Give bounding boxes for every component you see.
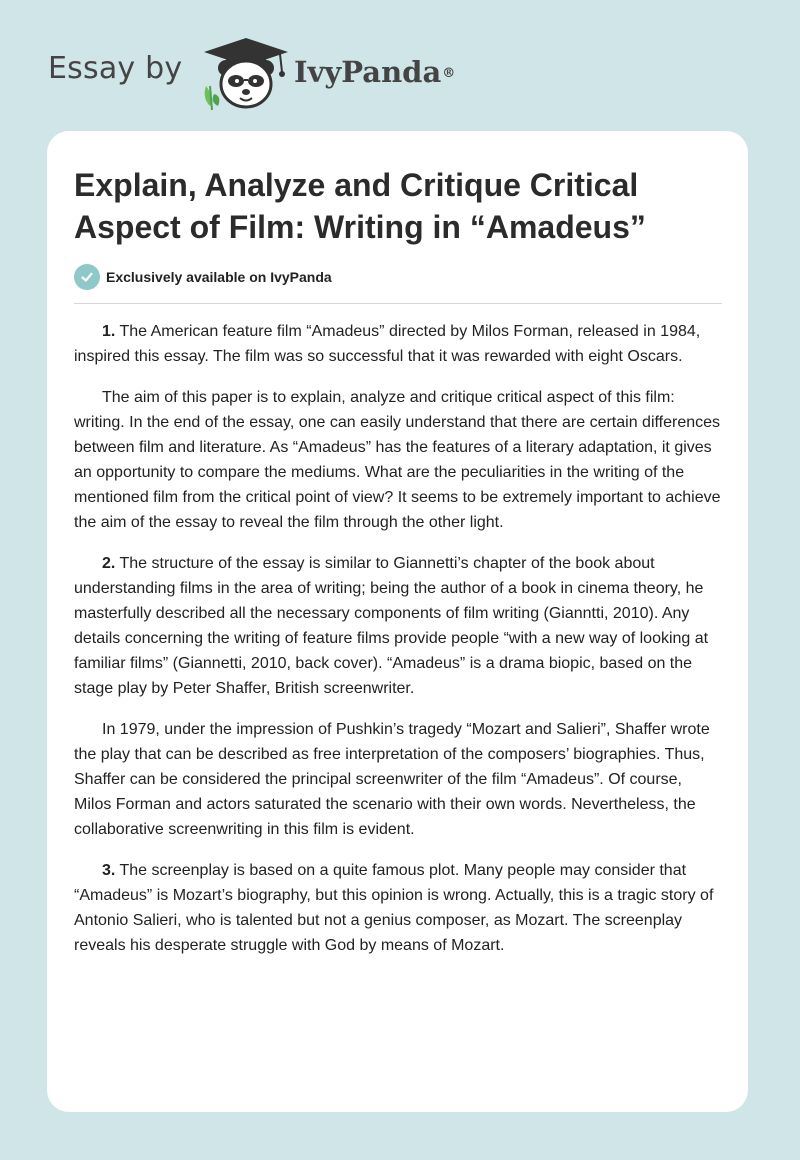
paragraph-number: 3. bbox=[102, 862, 116, 879]
paragraph-4 bbox=[74, 717, 722, 842]
exclusive-badge-label: Exclusively available on IvyPanda bbox=[106, 269, 332, 285]
panda-graduate-icon[interactable] bbox=[200, 36, 292, 110]
registered-mark: ® bbox=[442, 66, 456, 81]
divider bbox=[74, 303, 722, 304]
essay-body bbox=[74, 319, 722, 974]
paragraph-5 bbox=[74, 858, 722, 958]
brand-logo-text[interactable] bbox=[294, 52, 455, 92]
paragraph-text: In 1979, under the impression of Pushkin’s tragedy “Mozart and Salieri”, Shaffer wrote the play that can be described as free interpretation of the composers’ biographies. Thus, Shaffer can be considered the principal screenwriter of the film “Amadeus”. Of course, Milos Forman and actors saturated the scenario with their own words. Nevertheless, the collaborative screenwriting in this film is evident. bbox=[74, 721, 710, 838]
paragraph-number: 2. bbox=[102, 555, 116, 572]
page-title: Explain, Analyze and Critique Critical Aspect of Film: Writing in “Amadeus” bbox=[74, 167, 646, 245]
paragraph-number: 1. bbox=[102, 323, 116, 340]
site-header bbox=[0, 0, 800, 120]
paragraph-text: The screenplay is based on a quite famous plot. Many people may consider that “Amadeus” is Mozart’s biography, but this opinion is wrong. Actually, this is a tragic story of Antonio Salieri, who is talented but not a genius composer, as Mozart. The screenplay reveals his desperate struggle with God by means of Mozart. bbox=[74, 862, 714, 954]
paragraph-text: The American feature film “Amadeus” directed by Milos Forman, released in 1984, inspired this essay. The film was so successful that it was rewarded with eight Oscars. bbox=[74, 323, 701, 365]
paragraph-2 bbox=[74, 385, 722, 535]
paragraph-text: The structure of the essay is similar to Giannetti’s chapter of the book about understanding films in the area of writing; being the author of a book in cinema theory, he masterfully described all the necessary components of film writing (Gianntti, 2010). Any details concerning the writing of feature films provide people “with a new way of looking at familiar films” (Giannetti, 2010, back cover). “Amadeus” is a drama biopic, based on the stage play by Peter Shaffer, British screenwriter. bbox=[74, 555, 709, 697]
paragraph-3 bbox=[74, 551, 722, 701]
paragraph-text: The aim of this paper is to explain, analyze and critique critical aspect of this film: writing. In the end of the essay, one can easily understand that there are certain differences between film and literature. As “Amadeus” has the features of a literary adaptation, it gives an opportunity to compare the mediums. What are the peculiarities in the writing of the mentioned film from the critical point of view? It seems to be extremely important to achieve the aim of the essay to reveal the film through the other light. bbox=[74, 389, 721, 531]
essay-by-label: Essay by bbox=[48, 51, 183, 86]
exclusive-badge bbox=[74, 264, 332, 290]
brand-name: IvyPanda bbox=[294, 55, 442, 89]
essay-card bbox=[47, 131, 748, 1112]
paragraph-1 bbox=[74, 319, 722, 369]
check-icon bbox=[74, 264, 100, 290]
